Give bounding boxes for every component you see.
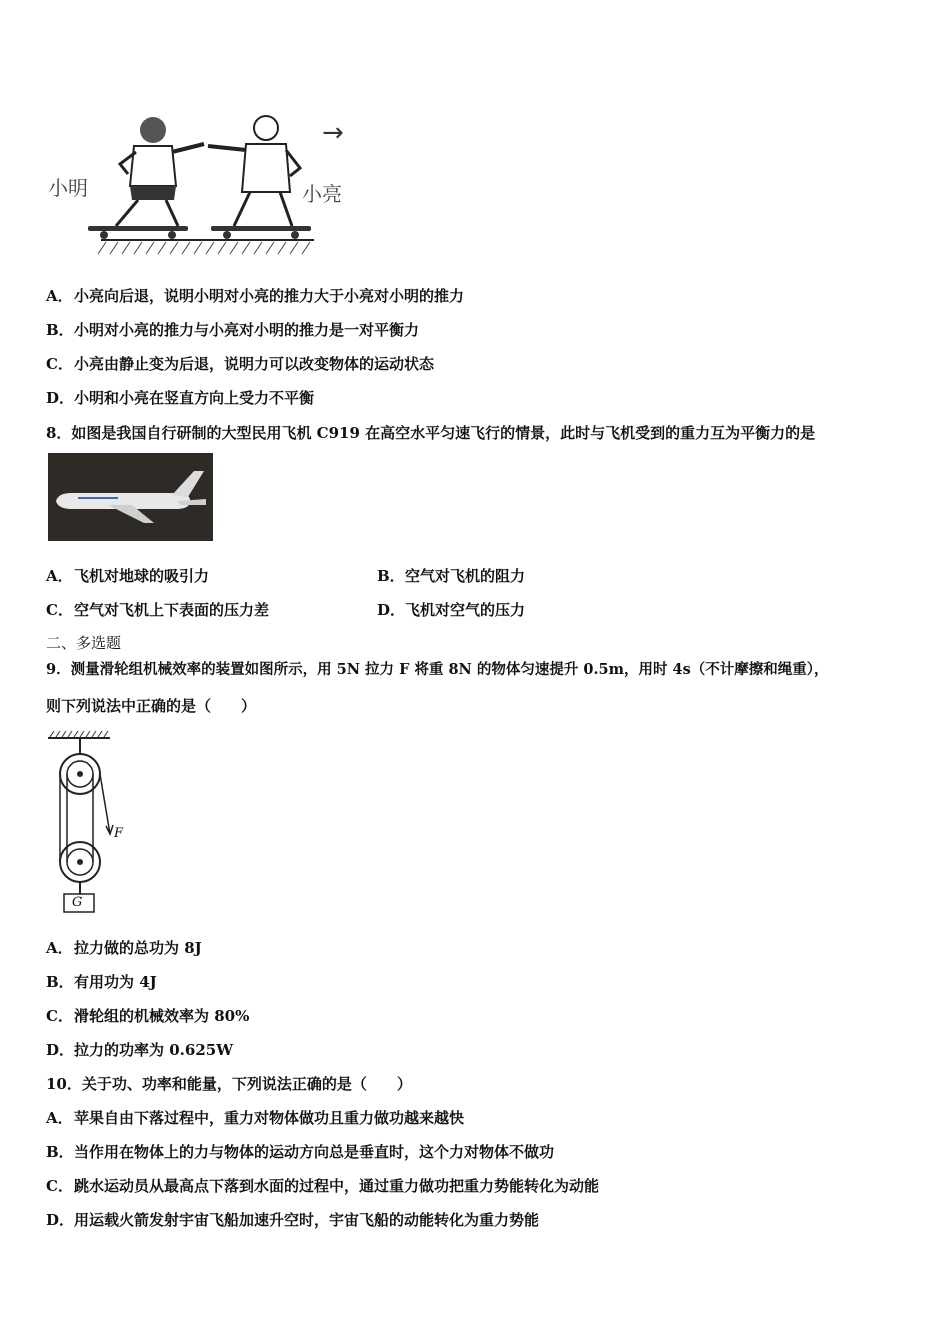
- q10-option-b[interactable]: [46, 1142, 554, 1162]
- option-text: 拉力做的总功为 8J: [74, 939, 202, 957]
- option-text: 有用功为 4J: [74, 973, 157, 991]
- option-text: 用运载火箭发射宇宙飞船加速升空时，宇宙飞船的动能转化为重力势能: [74, 1211, 540, 1229]
- option-label: B．: [46, 321, 74, 339]
- skateboard-figure: [46, 108, 366, 258]
- option-text: 空气对飞机的阻力: [405, 567, 526, 585]
- q10-stem: 10．关于功、功率和能量，下列说法正确的是（ ）: [46, 1075, 412, 1093]
- option-label: B．: [46, 973, 74, 991]
- q9-option-d[interactable]: [46, 1040, 233, 1060]
- option-text: 小亮向后退，说明小明对小亮的推力大于小亮对小明的推力: [74, 287, 465, 305]
- option-label: A．: [46, 1109, 73, 1127]
- q8-stem: 8．如图是我国自行研制的大型民用飞机 C919 在高空水平匀速飞行的情景，此时与飞机受到的重力互为平衡力的是: [46, 424, 816, 442]
- option-text: 飞机对地球的吸引力: [74, 567, 210, 585]
- option-text: 小明和小亮在竖直方向上受力不平衡: [74, 389, 315, 407]
- pulley-figure: [44, 730, 134, 916]
- q9-option-a[interactable]: [46, 938, 202, 958]
- option-label: D．: [377, 601, 406, 619]
- option-label: B．: [377, 567, 405, 585]
- pulley-diagram: [44, 730, 134, 916]
- option-text: 拉力的功率为 0.625W: [74, 1041, 234, 1059]
- option-text: 苹果自由下落过程中，重力对物体做功且重力做功越来越快: [74, 1109, 465, 1127]
- option-label: D．: [46, 1041, 75, 1059]
- option-text: 小亮由静止变为后退，说明力可以改变物体的运动状态: [74, 355, 435, 373]
- weight-label: G: [72, 895, 83, 910]
- q8-option-c[interactable]: [46, 600, 269, 620]
- q8-option-a[interactable]: [46, 566, 209, 586]
- option-text: 跳水运动员从最高点下落到水面的过程中，通过重力做功把重力势能转化为动能: [74, 1177, 600, 1195]
- section-title: 二、多选题: [46, 634, 122, 652]
- q9-stem-line2: 则下列说法中正确的是（ ）: [46, 697, 257, 715]
- q7-option-b[interactable]: [46, 320, 419, 340]
- q7-option-c[interactable]: [46, 354, 434, 374]
- q10-option-c[interactable]: [46, 1176, 599, 1196]
- option-label: C．: [46, 1177, 73, 1195]
- option-label: C．: [46, 355, 73, 373]
- q10-option-d[interactable]: [46, 1210, 539, 1230]
- option-label: B．: [46, 1143, 74, 1161]
- q9-option-b[interactable]: [46, 972, 157, 992]
- airplane-icon: [48, 453, 213, 541]
- q7-option-a[interactable]: [46, 286, 464, 306]
- option-text: 当作用在物体上的力与物体的运动方向总是垂直时，这个力对物体不做功: [74, 1143, 555, 1161]
- airplane-photo: [48, 453, 213, 541]
- option-label: A．: [46, 287, 73, 305]
- option-text: 空气对飞机上下表面的压力差: [74, 601, 270, 619]
- q7-option-d[interactable]: [46, 388, 314, 408]
- q10-option-a[interactable]: [46, 1108, 464, 1128]
- force-label: F: [114, 826, 124, 841]
- option-text: 滑轮组的机械效率为 80%: [74, 1007, 250, 1025]
- q9-option-c[interactable]: [46, 1006, 249, 1026]
- option-text: 小明对小亮的推力与小亮对小明的推力是一对平衡力: [74, 321, 420, 339]
- left-person-label: 小明: [48, 176, 88, 200]
- direction-arrow: →: [322, 118, 344, 148]
- option-label: A．: [46, 939, 73, 957]
- q8-option-d[interactable]: [377, 600, 525, 620]
- q8-option-b[interactable]: [377, 566, 525, 586]
- q9-stem-line1: 9．测量滑轮组机械效率的装置如图所示，用 5N 拉力 F 将重 8N 的物体匀速提升 0.5m，用时 4s（不计摩擦和绳重），: [46, 661, 829, 678]
- option-label: D．: [46, 1211, 75, 1229]
- option-label: C．: [46, 601, 73, 619]
- right-person-label: 小亮: [302, 182, 342, 206]
- option-label: D．: [46, 389, 75, 407]
- option-text: 飞机对空气的压力: [405, 601, 526, 619]
- option-label: C．: [46, 1007, 73, 1025]
- option-label: A．: [46, 567, 73, 585]
